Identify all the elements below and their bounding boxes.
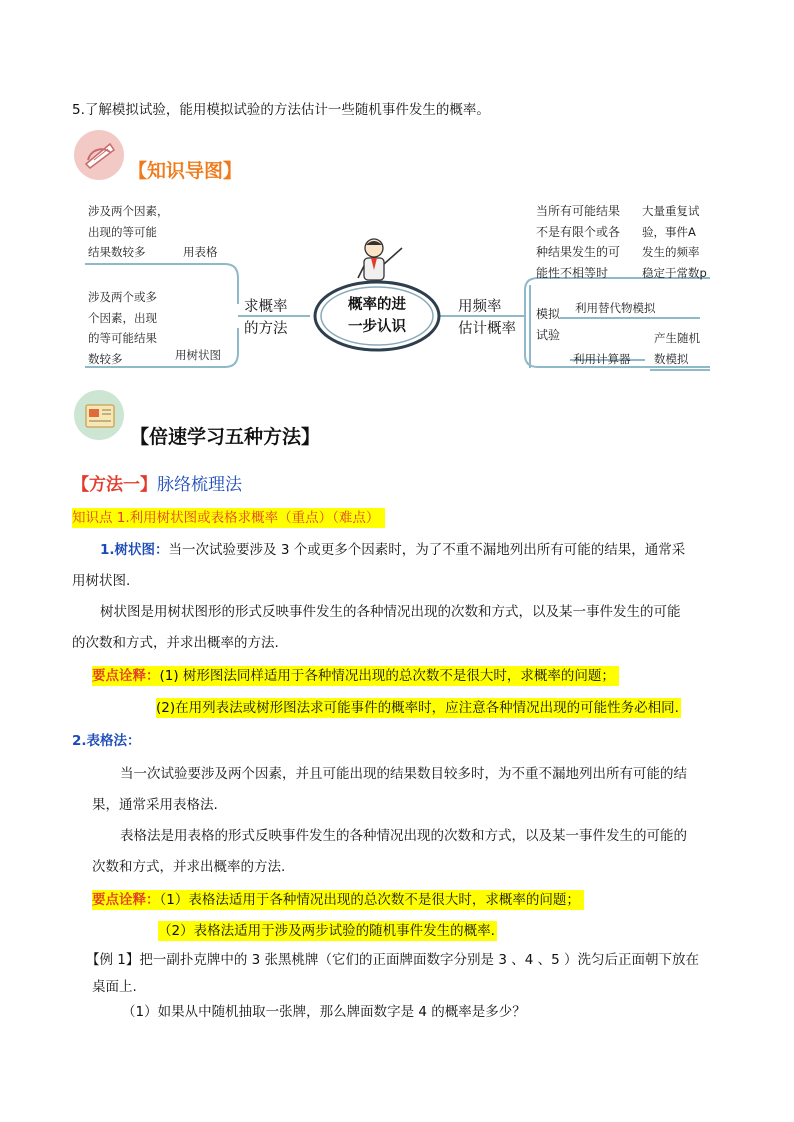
- example-1-line2: 桌面上.: [92, 979, 137, 995]
- mindmap-random-number: [654, 328, 700, 369]
- mindmap-center-label: [337, 294, 417, 338]
- method-one-title: [72, 470, 242, 495]
- table-note-2: （2）表格法适用于涉及两步试验的随机事件发生的概率.: [158, 923, 495, 939]
- table-note-1-text: （1）表格法适用于各种情况出现的总次数不是很大时，求概率的问题；: [159, 892, 580, 908]
- tree-diagram-para1: [100, 540, 685, 560]
- mindmap-left-top-desc: [88, 201, 169, 263]
- left-bottom-desc-line: 数较多: [88, 351, 123, 366]
- mindmap-tree-method: 用树状图: [175, 348, 221, 362]
- left-bottom-desc-line: 的等可能结果: [88, 331, 157, 345]
- random-number-line: 产生随机: [654, 331, 700, 345]
- simulation-line: 模拟: [536, 307, 561, 321]
- tree-note-1-text: (1) 树形图法同样适用于各种情况出现的总次数不是很大时，求概率的问题；: [159, 668, 615, 684]
- table-note-label: 要点诠释：: [92, 892, 160, 908]
- right-cond-line: 种结果发生的可: [536, 245, 621, 259]
- tree-note-label: 要点诠释：: [92, 668, 160, 684]
- left-bottom-desc-line: 涉及两个或多: [88, 290, 157, 304]
- left-top-desc-line: 涉及两个因素，: [88, 204, 169, 218]
- tree-diagram-text: 当一次试验要涉及 3 个或更多个因素时，为了不重不漏地列出所有可能的结果，通常采: [168, 542, 686, 558]
- protractor-ruler-icon: [74, 130, 124, 180]
- mindmap-substitute-simulation: 利用替代物模拟: [575, 301, 656, 315]
- right-result-line: 大量重复试: [642, 204, 700, 218]
- mindmap-center-line2: 一步认识: [348, 319, 406, 335]
- right-cond-line: 能性不相等时: [536, 265, 609, 280]
- right-result-line: 验，事件A: [642, 224, 696, 239]
- teacher-figure-icon: [352, 236, 410, 288]
- mindmap-right-branch: [458, 296, 516, 340]
- left-branch-line1: 求概率: [244, 299, 288, 315]
- tree-note-2: (2)在用列表法或树形图法求可能事件的概率时，应注意各种情况出现的可能性务必相同.: [156, 700, 679, 716]
- left-top-desc-line: 出现的等可能: [88, 224, 157, 239]
- section-title-five-methods: 【倍速学习五种方法】: [130, 426, 321, 448]
- mindmap-table-method: 用表格: [183, 245, 218, 259]
- mindmap-calculator: 利用计算器: [573, 352, 631, 366]
- simulation-line: 试验: [536, 327, 561, 342]
- right-result-line: 稳定于常数p: [642, 265, 707, 280]
- right-cond-line: 当所有可能结果: [536, 204, 621, 218]
- right-branch-line1: 用频率: [458, 299, 502, 315]
- left-top-desc-line: 结果数较多: [88, 245, 146, 259]
- right-branch-line2: 估计概率: [458, 321, 516, 337]
- table-method-para2-cont: 次数和方式，并求出概率的方法.: [92, 859, 286, 875]
- tree-diagram-label: 1.树状图：: [100, 542, 169, 558]
- left-branch-line2: 的方法: [244, 321, 288, 337]
- table-note-1: [92, 890, 584, 910]
- mindmap-left-bottom-desc: [88, 287, 157, 369]
- mindmap-left-branch: [244, 296, 288, 340]
- method-one-name: 脉络梳理法: [157, 475, 242, 495]
- table-method-para1: 当一次试验要涉及两个因素，并且可能出现的结果数目较多时，为不重不漏地列出所有可能的结: [120, 766, 687, 782]
- mindmap-center-line1: 概率的进: [348, 297, 406, 313]
- left-bottom-desc-line: 个因素，出现: [88, 310, 157, 325]
- right-result-line: 发生的频率: [642, 245, 700, 259]
- example-1-line1: 【例 1】把一副扑克牌中的 3 张黑桃牌（它们的正面牌面数字分别是 3 、4 、5 ）洗匀后正面朝下放在: [86, 952, 699, 968]
- tree-diagram-para1-cont: 用树状图.: [72, 573, 131, 589]
- table-method-label: 2.表格法：: [72, 733, 141, 749]
- tree-diagram-para2: 树状图是用树状图形的形式反映事件发生的各种情况出现的次数和方式，以及某一事件发生的可能: [100, 604, 681, 620]
- tree-note-1: [92, 666, 619, 686]
- random-number-line: 数模拟: [654, 351, 689, 366]
- intro-objective: 5.了解模拟试验，能用模拟试验的方法估计一些随机事件发生的概率。: [72, 102, 490, 118]
- knowledge-point-1: 知识点 1.利用树状图或表格求概率（重点）（难点）: [72, 508, 385, 528]
- section-title-knowledge-map: 【知识导图】: [128, 160, 243, 182]
- tree-diagram-para2-cont: 的次数和方式，并求出概率的方法.: [72, 635, 279, 651]
- mindmap-simulation: [536, 304, 560, 345]
- table-method-para1-cont: 果，通常采用表格法.: [92, 797, 218, 813]
- mindmap-right-result: [642, 201, 707, 283]
- example-1-question: （1）如果从中随机抽取一张牌，那么牌面数字是 4 的概率是多少？: [122, 1004, 526, 1020]
- right-cond-line: 不是有限个或各: [536, 224, 621, 239]
- method-one-bracket: 【方法一】: [72, 475, 157, 495]
- table-method-para2: 表格法是用表格的形式反映事件发生的各种情况出现的次数和方式，以及某一事件发生的可能的: [120, 828, 687, 844]
- notebook-icon: [74, 390, 124, 440]
- mindmap-right-condition: [536, 201, 620, 283]
